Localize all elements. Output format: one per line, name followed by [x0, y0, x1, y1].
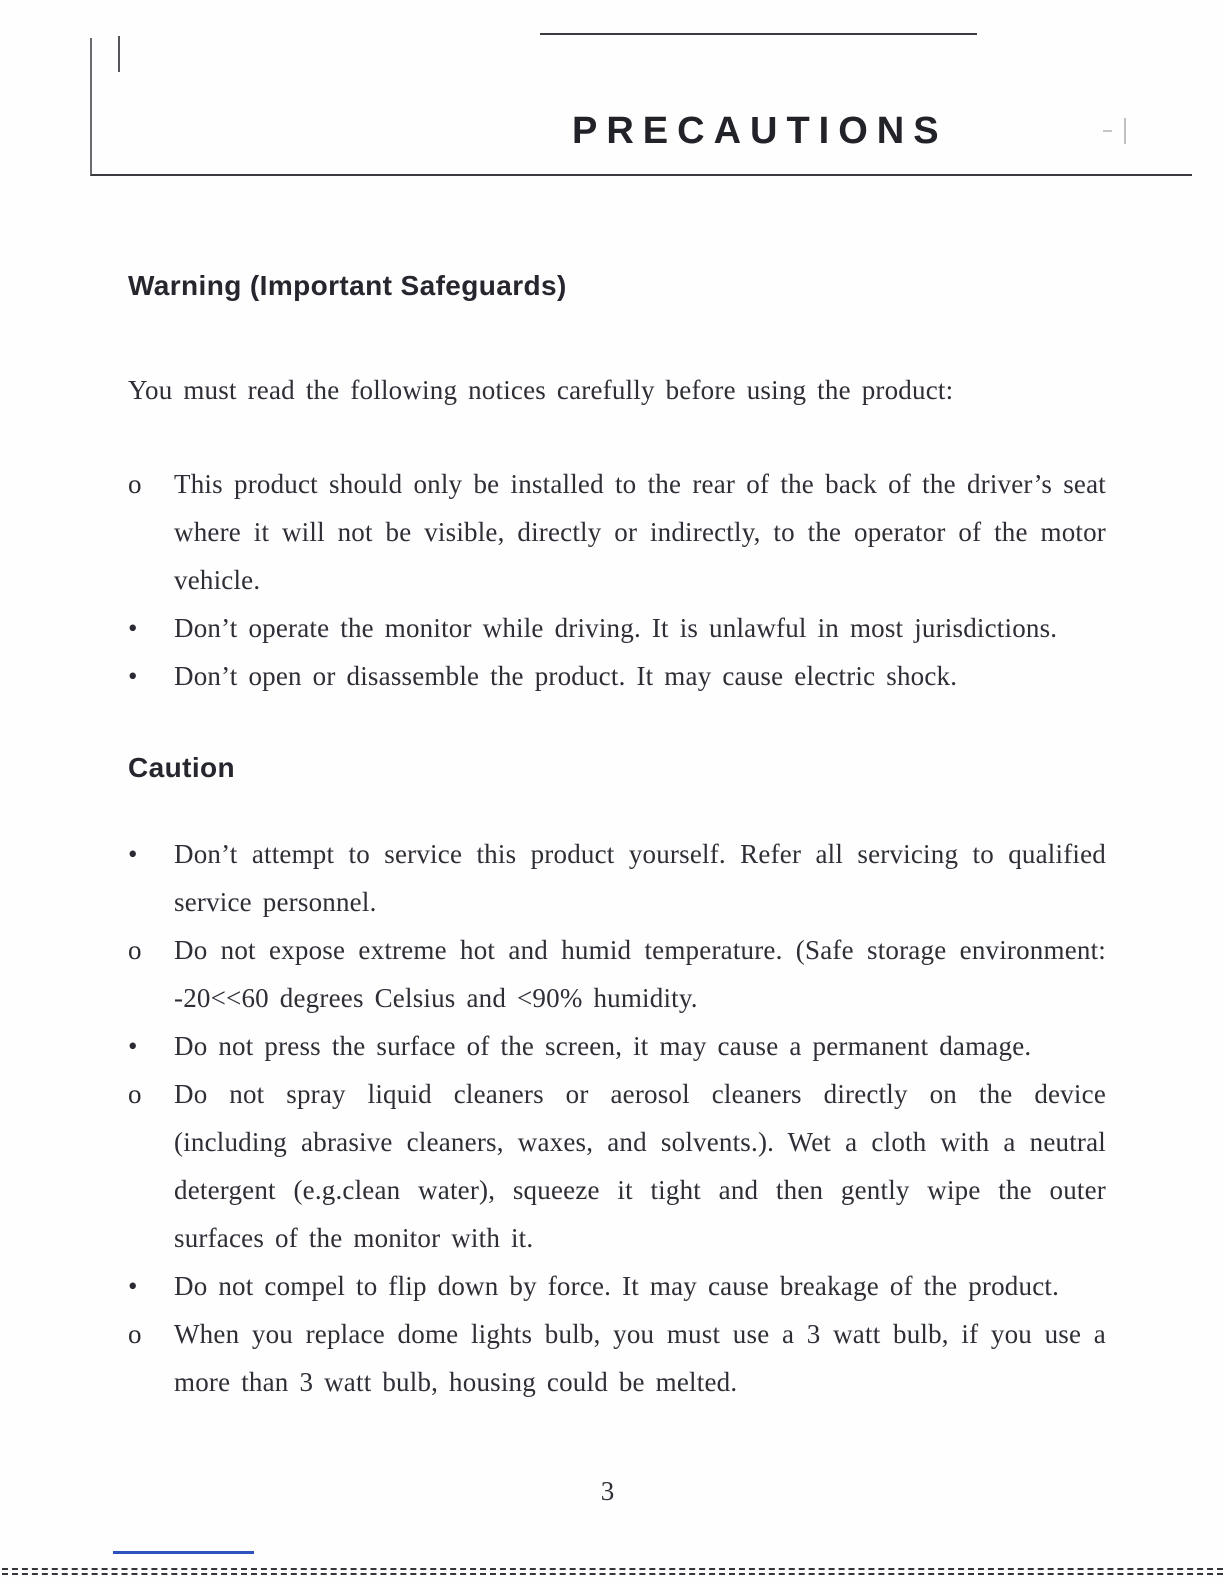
header-box	[90, 38, 1192, 176]
list-item	[128, 652, 1106, 700]
top-rule	[540, 33, 977, 35]
list-item-text: This product should only be installed to the rear of the back of the driver’s seat where it will not be visible, directly or indirectly, to the operator of the motor vehicle.	[174, 469, 1106, 595]
list-item-text: Don’t attempt to service this product yourself. Refer all servicing to qualified service personnel.	[174, 839, 1106, 917]
bullet-icon: o	[128, 1079, 142, 1109]
list-item-text: Do not press the surface of the screen, it may cause a permanent damage.	[174, 1031, 1032, 1061]
bullet-icon: •	[128, 839, 138, 869]
caution-list	[128, 830, 1106, 1406]
scan-noise	[1124, 118, 1126, 144]
warning-section-heading: Warning (Important Safeguards)	[128, 270, 567, 301]
page-number: 3	[600, 1476, 615, 1506]
bottom-dashed-rule	[2, 1568, 1223, 1575]
list-item	[128, 460, 1106, 604]
list-item	[128, 1310, 1106, 1406]
list-item	[128, 1070, 1106, 1262]
list-item-text: Do not compel to flip down by force. It may cause breakage of the product.	[174, 1271, 1060, 1301]
list-item	[128, 830, 1106, 926]
bullet-icon: •	[128, 1271, 138, 1301]
blue-underline-mark	[113, 1551, 254, 1554]
page-title: PRECAUTIONS	[572, 110, 948, 152]
bullet-icon: •	[128, 613, 138, 643]
bullet-icon: •	[128, 1031, 138, 1061]
bullet-icon: o	[128, 1319, 142, 1349]
list-item-text: Don’t operate the monitor while driving. It is unlawful in most jurisdictions.	[174, 613, 1058, 643]
list-item-text: When you replace dome lights bulb, you must use a 3 watt bulb, if you use a more than 3 watt bulb, housing could be melted.	[174, 1319, 1106, 1397]
page-content	[128, 174, 1106, 1406]
list-item	[128, 604, 1106, 652]
scan-noise	[1103, 130, 1112, 132]
list-item	[128, 926, 1106, 1022]
list-item-text: Do not expose extreme hot and humid temperature. (Safe storage environment: -20<<60 degrees Celsius and <90% humidity.	[174, 935, 1106, 1013]
bullet-icon: o	[128, 935, 142, 965]
warning-list	[128, 460, 1106, 700]
list-item	[128, 1022, 1106, 1070]
intro-paragraph: You must read the following notices carefully before using the product:	[128, 375, 954, 405]
caution-section-heading: Caution	[128, 752, 236, 783]
bullet-icon: •	[128, 661, 138, 691]
list-item	[128, 1262, 1106, 1310]
scan-tick-mark	[118, 36, 120, 72]
list-item-text: Do not spray liquid cleaners or aerosol cleaners directly on the device (including abrasive cleaners, waxes, and solvents.). Wet a cloth with a neutral detergent (e.g.clean water), squeeze it tight and then gently wipe the outer surfaces of the monitor with it.	[174, 1079, 1106, 1253]
bullet-icon: o	[128, 469, 142, 499]
list-item-text: Don’t open or disassemble the product. It may cause electric shock.	[174, 661, 958, 691]
